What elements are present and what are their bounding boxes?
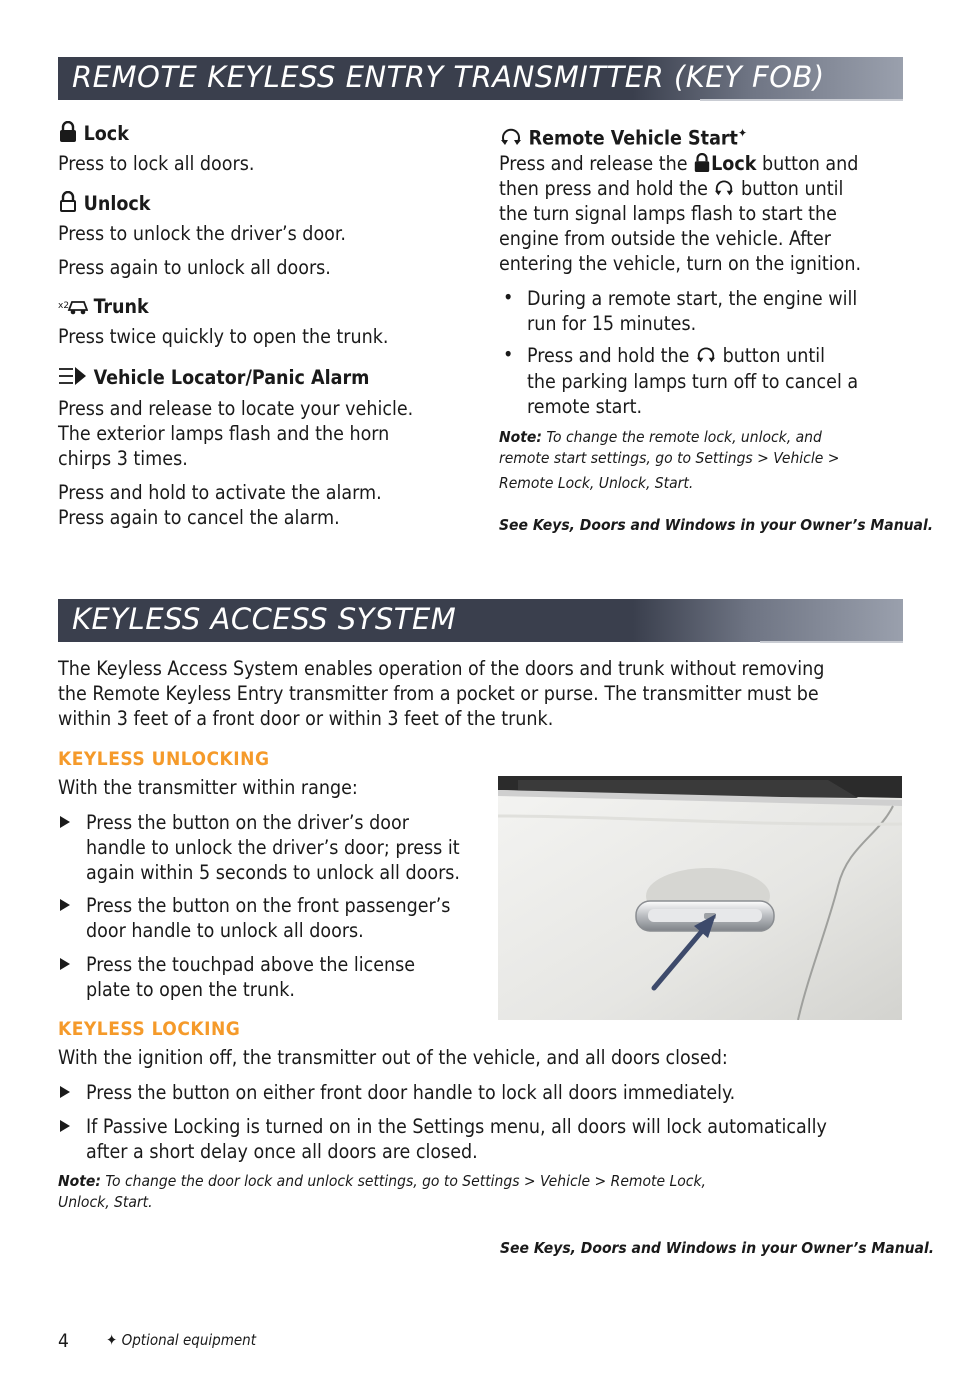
unlock-bullet-3b: plate to open the trunk. xyxy=(86,978,295,1001)
remote-start-text-d: button until xyxy=(741,177,844,200)
lock-icon xyxy=(58,121,78,149)
door-handle-photo xyxy=(498,776,902,1020)
bullet-arrow xyxy=(60,816,70,828)
remote-start-heading-row xyxy=(499,121,747,154)
keyless-locking-heading: KEYLESS LOCKING xyxy=(58,1018,241,1040)
remote-start-line-4: engine from outside the vehicle. After xyxy=(499,227,832,250)
remote-start-bullet-2c: remote start. xyxy=(527,395,643,418)
unlock-heading-row xyxy=(58,191,150,219)
page-number: 4 xyxy=(58,1330,69,1352)
lock-bullet-2b: after a short delay once all doors are closed. xyxy=(86,1140,478,1163)
remote-start-line-5: entering the vehicle, turn on the ignition. xyxy=(499,252,862,275)
unlock-bullet-1c: again within 5 seconds to unlock all doors. xyxy=(86,861,460,884)
optional-equipment-note xyxy=(106,1331,256,1349)
remote-start-see: See Keys, Doors and Windows in your Owner’s Manual. xyxy=(499,516,934,534)
unlock-bullet-3a: Press the touchpad above the license xyxy=(86,953,416,976)
unlock-bullet-2a: Press the button on the front passenger’s xyxy=(86,894,451,917)
section-banner xyxy=(58,599,903,642)
bullet-dot: • xyxy=(503,286,514,309)
remote-start-note-3: Remote Lock, Unlock, Start. xyxy=(499,474,694,492)
unlock-heading: Unlock xyxy=(83,192,151,215)
remote-start-lock-label: Lock xyxy=(711,152,757,175)
trunk-icon xyxy=(58,296,88,322)
section-title: REMOTE KEYLESS ENTRY TRANSMITTER (KEY FOB) xyxy=(72,60,825,94)
keyless-see: See Keys, Doors and Windows in your Owner’s Manual. xyxy=(500,1239,935,1257)
unlock-bullet-1b: handle to unlock the driver’s door; press it xyxy=(86,836,460,859)
vehicle-locator-icon xyxy=(58,365,88,393)
remote-start-bullet-1a: During a remote start, the engine will xyxy=(527,287,858,310)
optional-mark: ✦ xyxy=(737,126,747,140)
intro-line-3: within 3 feet of a front door or within 3 feet of the trunk. xyxy=(58,707,554,730)
remote-start-note-2: remote start settings, go to Settings > Vehicle > xyxy=(499,449,840,467)
lock-text: Press to lock all doors. xyxy=(58,152,255,175)
section-banner xyxy=(58,57,903,100)
bullet-arrow xyxy=(60,899,70,911)
unlock-text-2: Press again to unlock all doors. xyxy=(58,256,331,279)
unlock-text-1: Press to unlock the driver’s door. xyxy=(58,222,346,245)
intro-line-1: The Keyless Access System enables operation of the doors and trunk without removing xyxy=(58,657,825,680)
note-text: To change the remote lock, unlock, and xyxy=(546,428,822,446)
bullet-arrow xyxy=(60,958,70,970)
lock-heading: Lock xyxy=(83,122,129,145)
lock-heading-row xyxy=(58,121,129,149)
remote-start-text-b: button and xyxy=(762,152,859,175)
locator-text-2b: Press again to cancel the alarm. xyxy=(58,506,340,529)
locator-text-1b: The exterior lamps flash and the horn xyxy=(58,422,390,445)
svg-text:x2: x2 xyxy=(58,301,70,311)
bullet2-text-b: button until xyxy=(722,344,825,367)
remote-start-bullet-1b: run for 15 minutes. xyxy=(527,312,697,335)
banner-underline xyxy=(760,641,903,643)
locator-text-1c: chirps 3 times. xyxy=(58,447,188,470)
optional-mark: ✦ xyxy=(106,1331,118,1349)
optional-text: Optional equipment xyxy=(121,1331,256,1349)
bullet-arrow xyxy=(60,1086,70,1098)
unlock-bullet-1a: Press the button on the driver’s door xyxy=(86,811,409,834)
banner-underline xyxy=(700,99,903,101)
locator-text-1a: Press and release to locate your vehicle. xyxy=(58,397,414,420)
section-title: KEYLESS ACCESS SYSTEM xyxy=(72,602,457,636)
remote-start-text-a: Press and release the xyxy=(499,152,688,175)
bullet-dot: • xyxy=(503,343,514,366)
remote-start-note-1 xyxy=(499,427,822,448)
trunk-text: Press twice quickly to open the trunk. xyxy=(58,325,389,348)
unlock-icon xyxy=(58,191,78,219)
intro-line-2: the Remote Keyless Entry transmitter from a pocket or purse. The transmitter must be xyxy=(58,682,819,705)
bullet2-text-a: Press and hold the xyxy=(527,344,690,367)
remote-start-line-2 xyxy=(499,176,843,204)
remote-start-text-c: then press and hold the xyxy=(499,177,708,200)
lock-bullet-2a: If Passive Locking is turned on in the Settings menu, all doors will lock automatically xyxy=(86,1115,827,1138)
unlocking-lead: With the transmitter within range: xyxy=(58,776,358,799)
note-label: Note: xyxy=(58,1172,101,1190)
remote-start-line-3: the turn signal lamps flash to start the xyxy=(499,202,837,225)
remote-start-bullet-2a xyxy=(527,343,825,371)
keyless-note-2: Unlock, Start. xyxy=(58,1193,153,1211)
remote-start-heading: Remote Vehicle Start xyxy=(528,126,738,150)
lock-bullet-1: Press the button on either front door handle to lock all doors immediately. xyxy=(86,1081,736,1104)
locator-text-2a: Press and hold to activate the alarm. xyxy=(58,481,382,504)
locking-lead: With the ignition off, the transmitter out of the vehicle, and all doors closed: xyxy=(58,1046,728,1069)
locator-heading-row xyxy=(58,365,369,393)
note-label: Note: xyxy=(499,428,542,446)
unlock-bullet-2b: door handle to unlock all doors. xyxy=(86,919,364,942)
note-text: To change the door lock and unlock settings, go to Settings > Vehicle > Remote Lock, xyxy=(105,1172,706,1190)
remote-start-icon xyxy=(499,126,523,154)
remote-start-line-1 xyxy=(499,151,858,179)
locator-heading: Vehicle Locator/Panic Alarm xyxy=(93,366,370,389)
trunk-heading: Trunk xyxy=(93,295,149,318)
remote-start-bullet-2b: the parking lamps turn off to cancel a xyxy=(527,370,859,393)
keyless-note-1 xyxy=(58,1171,706,1192)
keyless-unlocking-heading: KEYLESS UNLOCKING xyxy=(58,748,270,770)
remote-start-icon xyxy=(695,345,717,371)
trunk-heading-row xyxy=(58,294,149,322)
bullet-arrow xyxy=(60,1120,70,1132)
